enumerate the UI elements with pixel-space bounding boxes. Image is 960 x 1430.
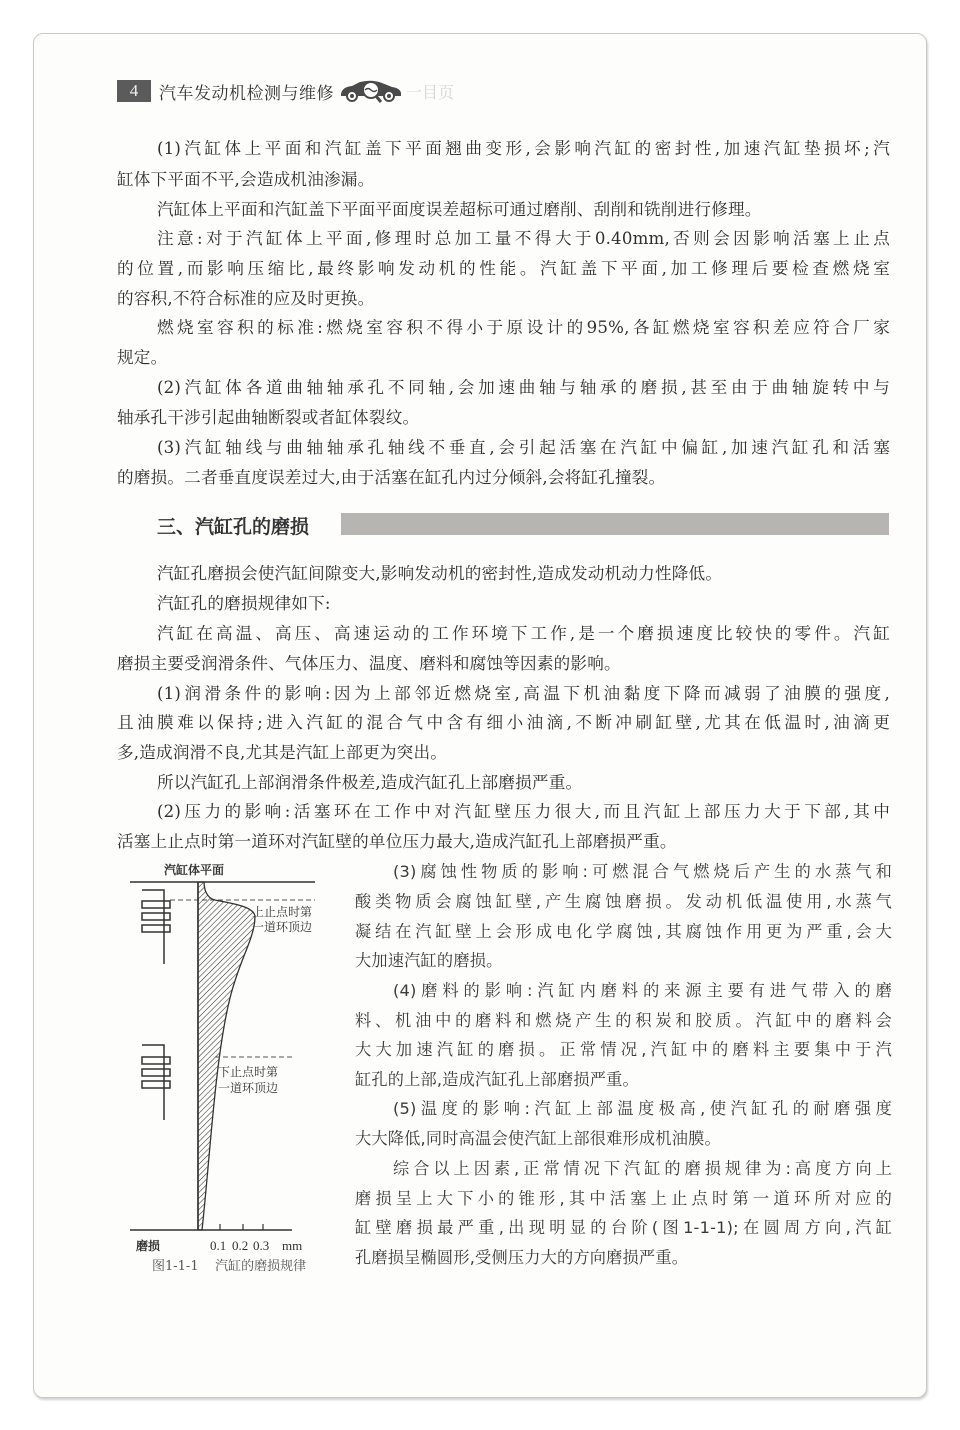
paragraph-line: 燃烧室容积的标准:燃烧室容积不得小于原设计的95%,各缸燃烧室容积差应符合厂家: [157, 318, 890, 337]
tdc-label-line1: 上止点时第: [252, 905, 313, 919]
paragraph-line: (3)汽缸轴线与曲轴轴承孔轴线不垂直,会引起活塞在汽缸中偏缸,加速汽缸孔和活塞: [157, 438, 890, 457]
paragraph-line: 规定。: [117, 348, 168, 367]
paragraph-line: 料、机油中的磨料和燃烧产生的积炭和胶质。汽缸中的磨料会: [355, 1011, 892, 1030]
page-number: 4: [117, 80, 151, 102]
paragraph-line: 活塞上止点时第一道环对汽缸壁的单位压力最大,造成汽缸孔上部磨损严重。: [117, 832, 677, 851]
paragraph-line: (3)腐蚀性物质的影响:可燃混合气燃烧后产生的水蒸气和: [393, 862, 892, 881]
paragraph-line: 大大降低,同时高温会使汽缸上部很难形成机油膜。: [355, 1129, 721, 1148]
section-heading: 三、汽缸孔的磨损: [157, 516, 310, 538]
car-magnifier-icon: [338, 78, 404, 104]
bdc-label-line1: 下止点时第: [218, 1065, 279, 1079]
paragraph-line: (5)温度的影响:汽缸上部温度极高,使汽缸孔的耐磨强度: [393, 1099, 892, 1118]
running-header: [117, 79, 454, 103]
paragraph-line: 汽缸体上平面和汽缸盖下平面平面度误差超标可通过磨削、刮削和铣削进行修理。: [157, 200, 762, 219]
bdc-label-line2: 一道环顶边: [218, 1081, 279, 1095]
paragraph-line: 且油膜难以保持;进入汽缸的混合气中含有细小油滴,不断冲刷缸壁,尤其在低温时,油滴更: [117, 713, 890, 732]
paragraph-line: 磨损主要受润滑条件、气体压力、温度、磨料和腐蚀等因素的影响。: [117, 654, 621, 673]
figure-caption: 图1-1-1 汽缸的磨损规律: [152, 1259, 307, 1274]
paragraph-line: (1)润滑条件的影响:因为上部邻近燃烧室,高温下机油黏度下降而减弱了油膜的强度,: [157, 684, 890, 703]
paragraph-line: 综合以上因素,正常情况下汽缸的磨损规律为:高度方向上: [393, 1159, 892, 1178]
paragraph-line: (2)汽缸体各道曲轴轴承孔不同轴,会加速曲轴与轴承的磨损,甚至由于曲轴旋转中与: [157, 378, 890, 397]
book-title: 汽车发动机检测与维修: [159, 83, 334, 104]
paragraph-line: 注意:对于汽缸体上平面,修理时总加工量不得大于0.40mm,否则会因影响活塞上止点: [157, 229, 890, 248]
paragraph-line: 所以汽缸孔上部润滑条件极差,造成汽缸孔上部磨损严重。: [157, 773, 583, 792]
paragraph-line: 大大加速汽缸的磨损。正常情况,汽缸中的磨料主要集中于汽: [355, 1040, 892, 1059]
paragraph-line: 缸孔的上部,造成汽缸孔上部磨损严重。: [355, 1070, 639, 1089]
paragraph-line: 的位置,而影响压缩比,最终影响发动机的性能。汽缸盖下平面,加工修理后要检查燃烧室: [117, 259, 890, 278]
paragraph-line: 多,造成润滑不良,尤其是汽缸上部更为突出。: [117, 743, 448, 762]
figure-top-label: 汽缸体平面: [164, 863, 225, 877]
axis-label: 磨损: [136, 1239, 161, 1253]
paragraph-line: 大加速汽缸的磨损。: [355, 951, 503, 970]
paragraph-line: (4)磨料的影响:汽缸内磨料的来源主要有进气带入的磨: [393, 981, 892, 1000]
paragraph-line: 酸类物质会腐蚀缸壁,产生腐蚀磨损。发动机低温使用,水蒸气: [355, 892, 892, 911]
paragraph-line: 轴承孔干涉引起曲轴断裂或者缸体裂纹。: [117, 408, 420, 427]
paragraph-line: (1)汽缸体上平面和汽缸盖下平面翘曲变形,会影响汽缸的密封性,加速汽缸垫损坏;汽: [157, 139, 890, 158]
bdc-piston-rings: [142, 1045, 170, 1120]
paragraph-line: (2)压力的影响:活塞环在工作中对汽缸壁压力很大,而且汽缸上部压力大于下部,其中: [157, 802, 890, 821]
tick-label: 0.2: [232, 1238, 249, 1253]
axis-unit: mm: [282, 1238, 303, 1253]
paragraph-line: 的容积,不符合标准的应及时更换。: [117, 289, 375, 308]
paragraph-line: 汽缸孔的磨损规律如下:: [157, 594, 331, 613]
paragraph-line: 缸壁磨损最严重,出现明显的台阶(图1-1-1);在圆周方向,汽缸: [355, 1218, 892, 1237]
paragraph-line: 凝结在汽缸壁上会形成电化学腐蚀,其腐蚀作用更为严重,会大: [355, 922, 892, 941]
paragraph-line: 汽缸孔磨损会使汽缸间隙变大,影响发动机的密封性,造成发动机动力性降低。: [157, 564, 723, 583]
bleed-through-text: 一目页: [406, 82, 455, 102]
paragraph-line: 缸体下平面不平,会造成机油渗漏。: [117, 170, 375, 189]
tick-label: 0.3: [253, 1238, 270, 1253]
section-heading-bar: [341, 513, 889, 535]
paragraph-line: 的磨损。二者垂直度误差过大,由于活塞在缸孔内过分倾斜,会将缸孔撞裂。: [117, 468, 666, 487]
cylinder-wear-diagram: [120, 858, 350, 1278]
paragraph-line: 汽缸在高温、高压、高速运动的工作环境下工作,是一个磨损速度比较快的零件。汽缸: [157, 624, 890, 643]
paragraph-line: 孔磨损呈椭圆形,受侧压力大的方向磨损严重。: [355, 1248, 689, 1267]
tick-label: 0.1: [210, 1238, 227, 1253]
paragraph-line: 磨损呈上大下小的锥形,其中活塞上止点时第一道环所对应的: [355, 1189, 892, 1208]
tdc-label-line2: 一道环顶边: [252, 920, 313, 934]
tdc-piston-rings: [142, 890, 170, 964]
